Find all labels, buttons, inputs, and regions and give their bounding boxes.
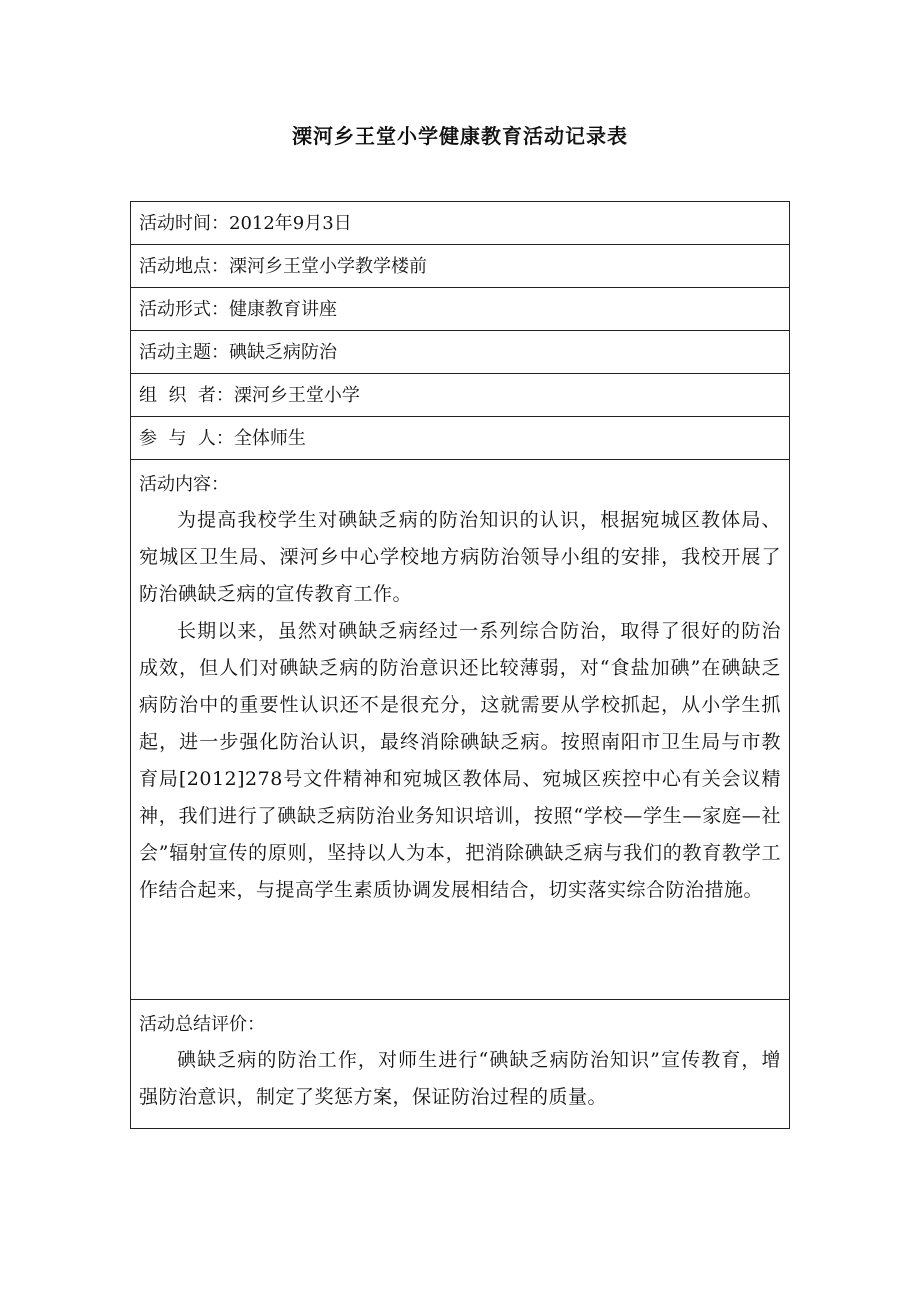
summary-paragraph: 碘缺乏病的防治工作，对师生进行“碘缺乏病防治知识”宣传教育，增强防治意识，制定了奖惩方案，保证防治过程的质量。 [139,1049,781,1108]
field-row-activity-location [131,245,789,288]
field-label: 组 织 者： [139,385,234,406]
section-label: 活动总结评价： [139,1014,265,1035]
field-value: 健康教育讲座 [229,299,337,320]
content-paragraph: 为提高我校学生对碘缺乏病的防治知识的认识，根据宛城区教体局、宛城区卫生局、溧河乡中心学校地方病防治领导小组的安排，我校开展了防治碘缺乏病的宣传教育工作。 [139,509,781,605]
field-value: 2012年9月3日 [229,213,352,234]
field-label: 活动地点： [139,256,229,277]
field-label: 活动形式： [139,299,229,320]
field-value: 溧河乡王堂小学 [233,385,360,406]
page-title: 溧河乡王堂小学健康教育活动记录表 [292,124,628,148]
field-value: 碘缺乏病防治 [229,342,337,363]
activity-summary-section [131,1000,789,1128]
field-label: 活动主题： [139,342,229,363]
field-label: 参 与 人： [139,428,234,449]
activity-record-table [130,201,790,1129]
field-row-organizer [131,374,789,417]
field-row-activity-form [131,288,789,331]
field-row-activity-theme [131,331,789,374]
field-label: 活动时间： [139,213,229,234]
field-value: 溧河乡王堂小学教学楼前 [229,256,427,277]
field-row-participants [131,417,789,460]
field-row-activity-time [131,202,789,245]
activity-content-section [131,460,789,1000]
section-label: 活动内容： [139,474,229,495]
field-value: 全体师生 [233,428,306,449]
content-paragraph: 长期以来，虽然对碘缺乏病经过一系列综合防治，取得了很好的防治成效，但人们对碘缺乏病的防治意识还比较薄弱，对“食盐加碘”在碘缺乏病防治中的重要性认识还不是很充分，这就需要从学校抓起，从小学生抓起，进一步强化防治认识，最终消除碘缺乏病。按照南阳市卫生局与市教育局[2012]278号文件精神和宛城区教体局、宛城区疾控中心有关会议精神，我们进行了碘缺乏病防治业务知识培训，按照“学校—学生—家庭—社会”辐射宣传的原则，坚持以人为本，把消除碘缺乏病与我们的教育教学工作结合起来，与提高学生素质协调发展相结合，切实落实综合防治措施。 [139,620,781,901]
